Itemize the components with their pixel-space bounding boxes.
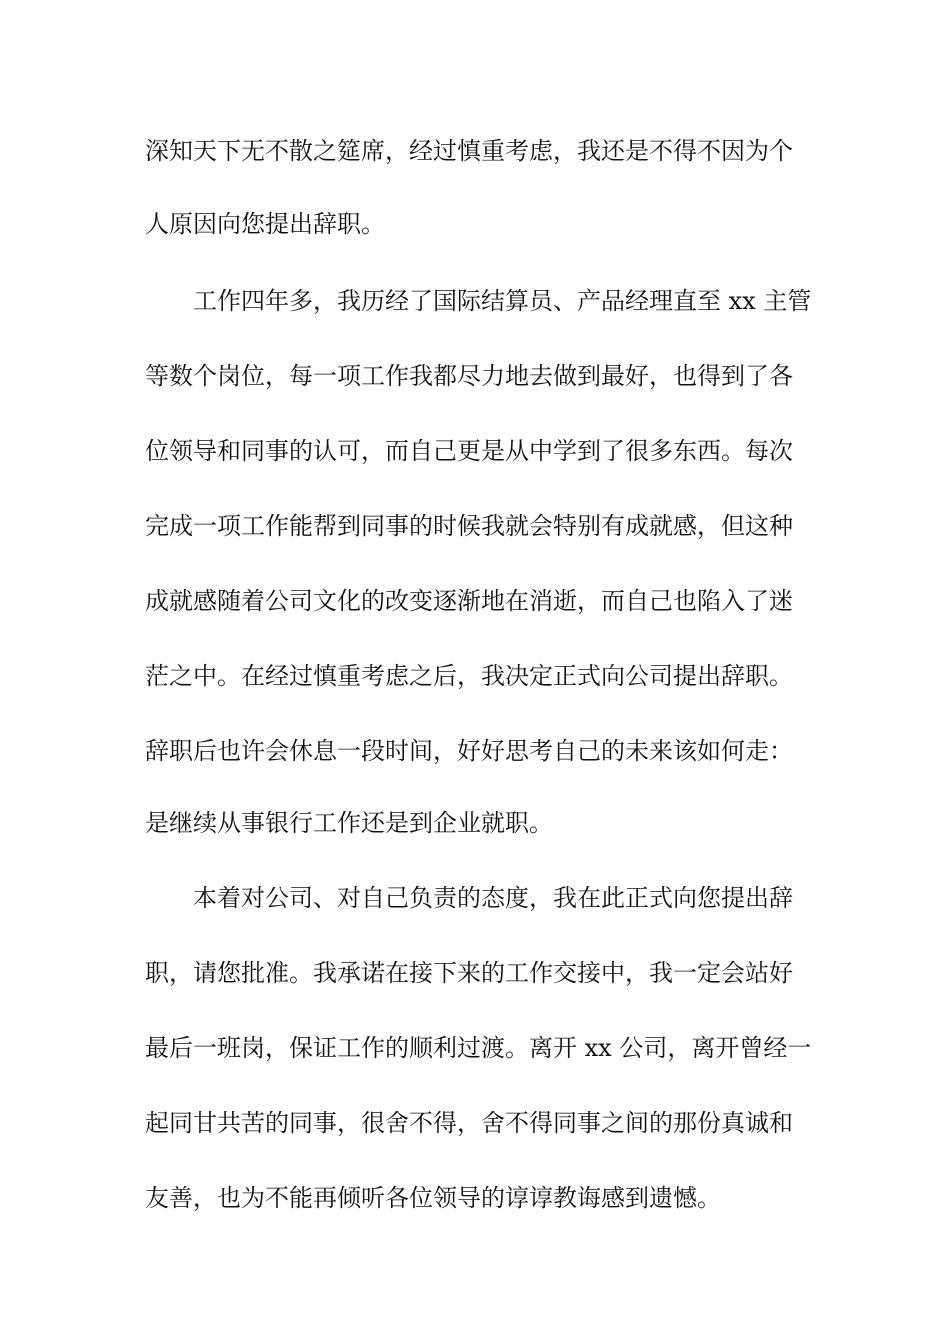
paragraph-line: 人原因向您提出辞职。: [145, 210, 385, 238]
paragraph-line: 辞职后也许会休息一段时间，好好思考自己的未来该如何走：: [145, 737, 793, 765]
paragraph-line: 是继续从事银行工作还是到企业就职。: [145, 809, 553, 837]
paragraph-line: 最后一班岗，保证工作的顺利过渡。离开 xx 公司，离开曾经一: [145, 1034, 812, 1062]
paragraph-line: 完成一项工作能帮到同事的时候我就会特别有成就感，但这种: [145, 512, 793, 540]
paragraph-line: 友善，也为不能再倾听各位领导的谆谆教诲感到遗憾。: [145, 1184, 721, 1212]
paragraph-line: 起同甘共苦的同事，很舍不得，舍不得同事之间的那份真诚和: [145, 1109, 793, 1137]
paragraph-line: 深知天下无不散之筵席，经过慎重考虑，我还是不得不因为个: [145, 137, 793, 165]
paragraph-line: 位领导和同事的认可，而自己更是从中学到了很多东西。每次: [145, 437, 793, 465]
paragraph-line: 等数个岗位，每一项工作我都尽力地去做到最好，也得到了各: [145, 362, 793, 390]
paragraph-line: 职，请您批准。我承诺在接下来的工作交接中，我一定会站好: [145, 959, 793, 987]
paragraph-first-line: 本着对公司、对自己负责的态度，我在此正式向您提出辞: [193, 884, 793, 912]
paragraph-line: 茫之中。在经过慎重考虑之后，我决定正式向公司提出辞职。: [145, 662, 793, 690]
paragraph-first-line: 工作四年多，我历经了国际结算员、产品经理直至 xx 主管: [193, 287, 812, 315]
paragraph-line: 成就感随着公司文化的改变逐渐地在消逝，而自己也陷入了迷: [145, 587, 793, 615]
